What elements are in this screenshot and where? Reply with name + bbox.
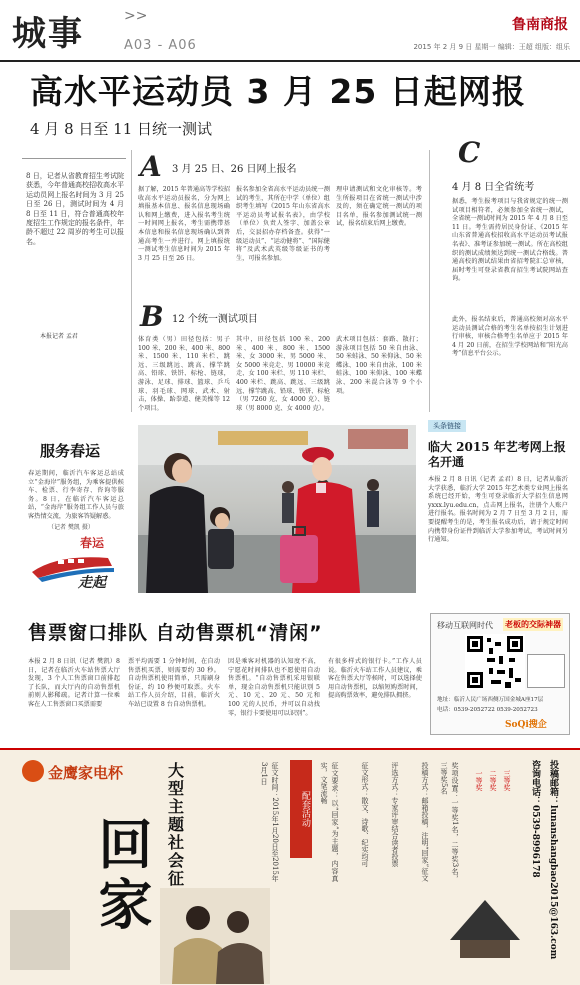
masthead-rule — [0, 60, 580, 62]
section-a-letter: A — [140, 150, 162, 183]
section-a-title: 3 月 25 日、26 日网上报名 — [172, 164, 297, 175]
ticket-col2: 票平均需要 1 分钟时间，在自动售票机买票，则需要约 30 秒。自动售票机使用简单，只需刷身份证，约 10 秒便可取票。火车站工作人员介绍，目前，临沂火车站已设置 8 台自动售票机。 — [128, 658, 220, 708]
ticket-col1: 本报 2 月 8 日讯（记者 樊凯）8 日，记者在临沂火车站售票大厅发现，3 个人工售票窗口前排起了长队，而大厅内的自动售票机前则人影稀疏。记者计算一位乘客在人工售票窗口买票需要 — [28, 658, 120, 708]
column-divider — [429, 150, 430, 412]
chunyun-word1: 春运 — [80, 536, 105, 550]
service-credit: （记者 樊凯 摄） — [48, 524, 94, 531]
photo-scene — [138, 425, 416, 593]
section-c-body2: 此外，报名结束后，普通高校须对高水平运动员测试合格的考生名单按招生计划进行审核，审核合格考生名单应于 2015 年 4 月 20 日前，在招生学校网站和“阳光高考”信息平台公示。 — [452, 316, 568, 358]
page-subhead: 4 月 8 日至 11 日统一测试 — [30, 120, 213, 138]
section-b-col3: 武术项目包括：套路、散打；游泳项目包括 50 米自由泳、50 米蛙泳、50 米仰泳、50 米蝶泳、100 米自由泳、100 米蛙泳、100 米仰泳、100 米蝶泳、200 米混合泳等 9 个小项。 — [336, 336, 422, 395]
lead-reporter: 本报记者 孟君 — [40, 333, 78, 340]
section-c-body: 据悉，考生报考项目与我省规定的统一测试项目相符者，必须参加全省统一测试，全省统一测试时间为 2015 年 4 月 8 日至 11 日。考生需持居民身份证、《2015 年山东省普通高校招收高水平运动员考试报名表》、准考证参加统一测试。所在高校组织的测试成绩须达到统一测试合格线。普通高校的测试结果由省招考院汇总审核，届时考生可登录省教育招生考试院网站查询。 — [452, 198, 568, 283]
link-title: 临大 2015 年艺考网上报名开通 — [428, 440, 566, 469]
section-a-col2: 报名参加全省高水平运动员统一测试的考生，其所在中学（单位）组织考生填写《2015 年山东省高水平运动员考试报名表》，由学校（单位）负责人签字、加盖公章后，交县招办存档备查。获得“一级运动员”、“运动健将”、“国际健将”及武术武英级等级证书的考生，可报名参加。 — [236, 186, 330, 262]
ad-col-2: 征文要求：以“回家”为主题，内容真实，文笔流畅 — [320, 762, 339, 882]
section-b-letter: B — [140, 300, 164, 333]
ad-col-6: 奖项设置：一等奖1名，二等奖3名，三等奖5名 — [440, 762, 459, 882]
dateline: 2015 年 2 月 9 日 星期一 编辑：王超 组版：组乐 — [413, 43, 570, 51]
ticket-col4: 有很多样式的银行卡。”工作人员说。临沂火车站工作人员建议，乘客在售票大厅等候时，可以选择使用自动售票机，以缩短购票时间，提高购票效率，避免排队拥挤。 — [328, 658, 422, 700]
newspaper-name: 鲁南商报 — [512, 17, 568, 33]
advertisement — [0, 748, 580, 985]
qr-brand: SoQi搜企 — [505, 720, 547, 730]
section-b-col2: 其中，田径包括 100 米、200 米、400 米、800 米、1500 米、女 3000 米、男 5000 米、女 5000 米竞走、男 10000 米竞走、女 100 米栏、男 110 米栏、400 米栏、跳高、跳远、三级跳远、撑竿跳高、铅球、铁饼、标枪（男 7260 克、女 4000 克）、链球（男 8000 克、女 4000 克）。 — [236, 336, 330, 412]
ad-award-3: 三等奖 — [503, 770, 511, 791]
column-divider — [131, 150, 132, 412]
section-b-title: 12 个统一测试项目 — [172, 314, 258, 325]
qr-code-icon — [465, 634, 525, 690]
news-photo — [138, 425, 416, 593]
section-b-col1: 体育类（男）田径包括：男子 100 米、200 米、400 米、800 米、1500 米、110 米栏、跳远、三级跳远、跳高、撑竿跳高、铅球、铁饼、标枪、链球，游泳、足球、排球、篮球、乒乓球、羽毛球、网球、武术、射击，体操、跆拳道、健美操等 12 个项目。 — [138, 336, 230, 412]
ad-family-photo — [160, 888, 270, 984]
ad-email: 投稿邮箱：lunanshangbao2015@163.com — [548, 760, 558, 960]
ad-col-1: 征文时间：2015年1月20日至2015年3月1日 — [260, 762, 279, 882]
phone-icon — [527, 654, 565, 688]
service-title: 服务春运 — [40, 442, 101, 460]
ad-tab-activity: 配套活动 — [290, 760, 312, 858]
ad-phone: 咨询电话：0539-8996178 — [530, 760, 540, 878]
link-body: 本报 2 月 8 日讯（记者 孟君）8 日，记者从临沂大学获悉，临沂大学 2015 年艺术类专业网上报名系统已经开始，考生可登录临沂大学招生信息网 yxxx.lyu.edu.cn，点击网上报名，注册个人账户进行报名。报名时间为 2 月 7 日至 3 月 2 日，需要提醒考生的是，考生报名成功后，请于规定时间内携带身份证件到临沂大学参加考试，考试时间另行通知。 — [428, 476, 568, 544]
headline-link-box — [428, 413, 568, 545]
ad-brand: 金鹰家电杯 — [48, 764, 124, 782]
ad-award-2: 二等奖 — [489, 770, 497, 791]
ad-calligraphy: 回家 — [90, 816, 154, 936]
eagle-logo-icon — [22, 760, 44, 782]
ad-sketch — [10, 910, 70, 970]
page-range: A03 - A06 — [124, 38, 197, 53]
qr-title: 移动互联网时代 — [437, 621, 493, 630]
ad-col-3: 征文形式：散文、诗歌、纪实均可 — [361, 762, 369, 867]
page-headline: 高水平运动员 3 月 25 日起网报 — [30, 72, 526, 111]
qr-address: 地址：临沂人民广场西侧万国金城A座17层 — [437, 697, 544, 703]
section-name: 城事 — [12, 14, 84, 54]
qr-ad-box — [430, 613, 570, 735]
ticket-headline: 售票窗口排队 自动售票机“清闲” — [28, 622, 323, 644]
ad-theme: 大型主题社会征 — [168, 761, 185, 888]
chunyun-word2: 走起 — [78, 575, 106, 591]
ticket-col3: 因是乘客对机器的认知度不高，宁愿花时间排队也不愿使用自动售票机。“自动售票机采用银联单，现金自动售票机只能识别 5 元、10 元、20 元、50 元和 100 元的人民币，并可以自动找零，银行卡要使用可以识别”。 — [228, 658, 320, 717]
ad-col-5: 投稿方式：邮箱投稿，注明“回家”征文 — [421, 762, 429, 882]
ad-award-1: 一等奖 — [475, 770, 483, 791]
train-icon — [28, 532, 120, 592]
lead-text: 8 日，记者从省教育招生考试院获悉，今年普通高校招收高水平运动员网上报名时间为 3 月 25 日至 26 日，测试时间为 4 月 8 日至 11 日，符合普通高校年度招生工作规定的报名条件，年龄不超过 22 周岁的考生可以报名。 — [26, 172, 124, 246]
service-body: 春运期间，临沂汽车客运总站成立“金海岸”服务组，为乘客提供候车、检票、行李寄存、咨询等服务。8 日，在临沂汽车客运总站，“金海岸”服务组工作人员与旅客热情交流，为旅客答疑解惑。 — [28, 470, 124, 520]
link-tag: 头条链接 — [428, 420, 466, 432]
section-c-title: 4 月 8 日全省统考 — [452, 182, 535, 193]
section-a-col3: 理申请测试和文化审核等。考生所报项目在省统一测试中涉及的，须在确定统一测试的项目名单，报名参加测试统一测试，报名结束后网上缴费。 — [336, 186, 422, 228]
section-c-letter: C — [458, 136, 481, 169]
masthead — [0, 0, 580, 62]
section-chevron: >> — [124, 8, 148, 24]
section-a-col1: 据了解，2015 年普通高等学校招收高水平运动员报名，分为网上填报基本信息、报名信息现场确认和网上缴费，进入报名考生统一时间网上报名，考生需携带基本信息和报名信息现场确认到普通高考生一并进行。网上填报统一测试考生信息时间为 2015 年 3 月 25 日至 26 日。 — [138, 186, 230, 262]
ad-house-icon — [440, 880, 530, 960]
qr-highlight: 老板的交际神器 — [505, 619, 561, 629]
chunyun-logo — [28, 532, 120, 592]
ad-col-4: 评选方式：专家评审结合读者投票 — [391, 762, 399, 867]
qr-phone: 电话：0539-2052722 0539-2052723 — [437, 707, 538, 713]
